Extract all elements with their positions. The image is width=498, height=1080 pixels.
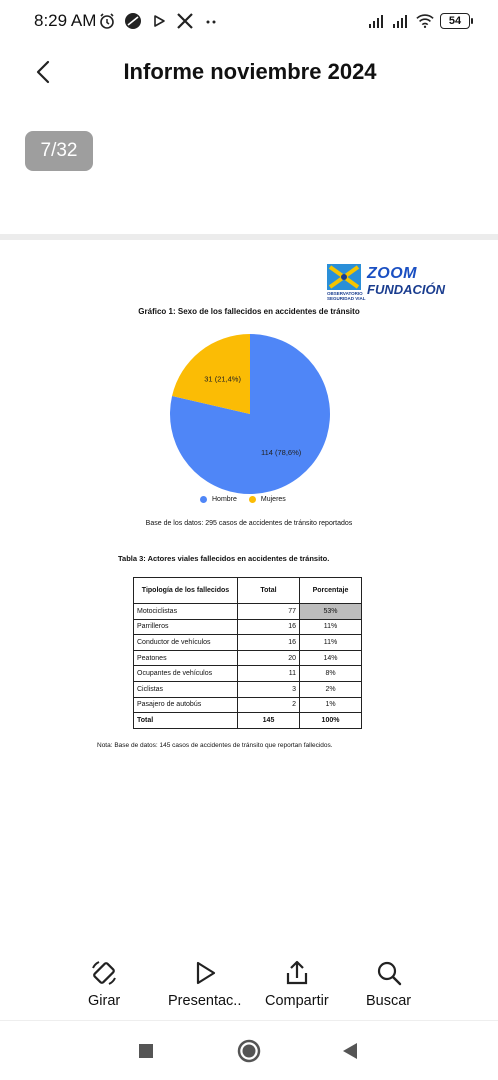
logo-subtitle: OBSERVATORIO SEGURIDAD VIAL xyxy=(327,291,366,301)
table-row xyxy=(134,635,362,651)
rotate-icon xyxy=(89,958,119,988)
table-cell: 11 xyxy=(238,666,300,682)
table-cell: Parrilleros xyxy=(134,619,238,635)
table-cell: 145 xyxy=(238,713,300,729)
document-page[interactable] xyxy=(0,234,498,946)
table-cell: 2% xyxy=(300,681,362,697)
logo-brand-line2: FUNDACIÓN xyxy=(367,282,445,297)
x-icon xyxy=(176,12,194,30)
status-right-icons xyxy=(368,12,470,30)
pie-data-label: 114 (78,6%) xyxy=(260,448,302,458)
play-triangle-icon xyxy=(190,958,220,988)
table-cell: 11% xyxy=(300,619,362,635)
zoom-fundacion-logo xyxy=(327,264,445,301)
presentation-button[interactable] xyxy=(168,958,241,1009)
rotate-button[interactable] xyxy=(88,958,120,1009)
table-cell: 2 xyxy=(238,697,300,713)
table-cell: Conductor de vehículos xyxy=(134,635,238,651)
table-cell: 14% xyxy=(300,650,362,666)
table-cell: 11% xyxy=(300,635,362,651)
alarm-icon xyxy=(98,12,116,30)
legend-label: Hombre xyxy=(212,496,237,503)
battery-icon: 54 xyxy=(440,13,470,29)
system-nav-bar xyxy=(0,1020,498,1080)
status-time: 8:29 AM xyxy=(34,11,97,30)
table-row xyxy=(134,604,362,620)
more-dots-icon xyxy=(202,12,220,30)
table-cell: Peatones xyxy=(134,650,238,666)
legend-label: Mujeres xyxy=(260,496,286,503)
table-cell: 8% xyxy=(300,666,362,682)
share-label: Compartir xyxy=(265,993,329,1009)
table-total-row xyxy=(134,713,362,729)
table-cell: 3 xyxy=(238,681,300,697)
table-header: Tipología de los fallecidos xyxy=(134,578,238,604)
table-note: Nota: Base de datos: 145 casos de accidentes de tránsito que reportan fallecidos. xyxy=(97,742,333,749)
search-label: Buscar xyxy=(366,993,412,1009)
bottom-toolbar xyxy=(0,950,498,1020)
table-header: Total xyxy=(238,578,300,604)
table-cell: 16 xyxy=(238,619,300,635)
rotate-label: Girar xyxy=(88,993,121,1009)
search-icon xyxy=(374,958,404,988)
share-icon xyxy=(282,958,312,988)
back-triangle-icon[interactable] xyxy=(342,1042,358,1060)
legend-swatch xyxy=(249,496,256,503)
status-bar xyxy=(0,0,498,44)
table-cell: 53% xyxy=(300,604,362,620)
status-left-icons xyxy=(98,12,220,30)
table-cell: 77 xyxy=(238,604,300,620)
table-row xyxy=(134,666,362,682)
recents-square-icon[interactable] xyxy=(138,1043,154,1059)
table-cell: 100% xyxy=(300,713,362,729)
table-cell: 20 xyxy=(238,650,300,666)
table-cell: Motociclistas xyxy=(134,604,238,620)
home-circle-icon[interactable] xyxy=(237,1039,261,1063)
table-cell: Ciclistas xyxy=(134,681,238,697)
table-row xyxy=(134,681,362,697)
data-table xyxy=(133,577,362,729)
table-row xyxy=(134,619,362,635)
pie-chart xyxy=(160,324,340,504)
chart-title: Gráfico 1: Sexo de los fallecidos en accidentes de tránsito xyxy=(138,307,360,316)
observatorio-logo-mark xyxy=(327,264,361,290)
table-cell: Pasajero de autobús xyxy=(134,697,238,713)
wifi-icon xyxy=(416,12,434,30)
presentation-label: Presentac.. xyxy=(168,993,242,1009)
search-button[interactable] xyxy=(366,958,411,1009)
logo-brand-line1: ZOOM xyxy=(367,265,417,282)
signal-icon xyxy=(392,12,410,30)
table-cell: 16 xyxy=(238,635,300,651)
table-cell: Total xyxy=(134,713,238,729)
signal-icon xyxy=(368,12,386,30)
table-header-row xyxy=(134,578,362,604)
legend-item-hombre xyxy=(200,496,237,503)
table-cell: 1% xyxy=(300,697,362,713)
pie-data-label: 31 (21,4%) xyxy=(204,374,241,384)
table-header: Porcentaje xyxy=(300,578,362,604)
table-cell: Ocupantes de vehículos xyxy=(134,666,238,682)
share-button[interactable] xyxy=(265,958,329,1009)
vpn-icon xyxy=(124,12,142,30)
chart-legend xyxy=(200,496,286,503)
document-title: Informe noviembre 2024 xyxy=(123,59,377,84)
table-row xyxy=(134,697,362,713)
page-counter: 7/32 xyxy=(25,131,93,171)
chart-note: Base de los datos: 295 casos de accidentes de tránsito reportados xyxy=(145,520,353,527)
table-title: Tabla 3: Actores viales fallecidos en accidentes de tránsito. xyxy=(118,554,330,563)
table-row xyxy=(134,650,362,666)
play-icon xyxy=(150,12,168,30)
app-bar xyxy=(0,44,498,100)
legend-swatch xyxy=(200,496,207,503)
legend-item-mujeres xyxy=(249,496,286,503)
